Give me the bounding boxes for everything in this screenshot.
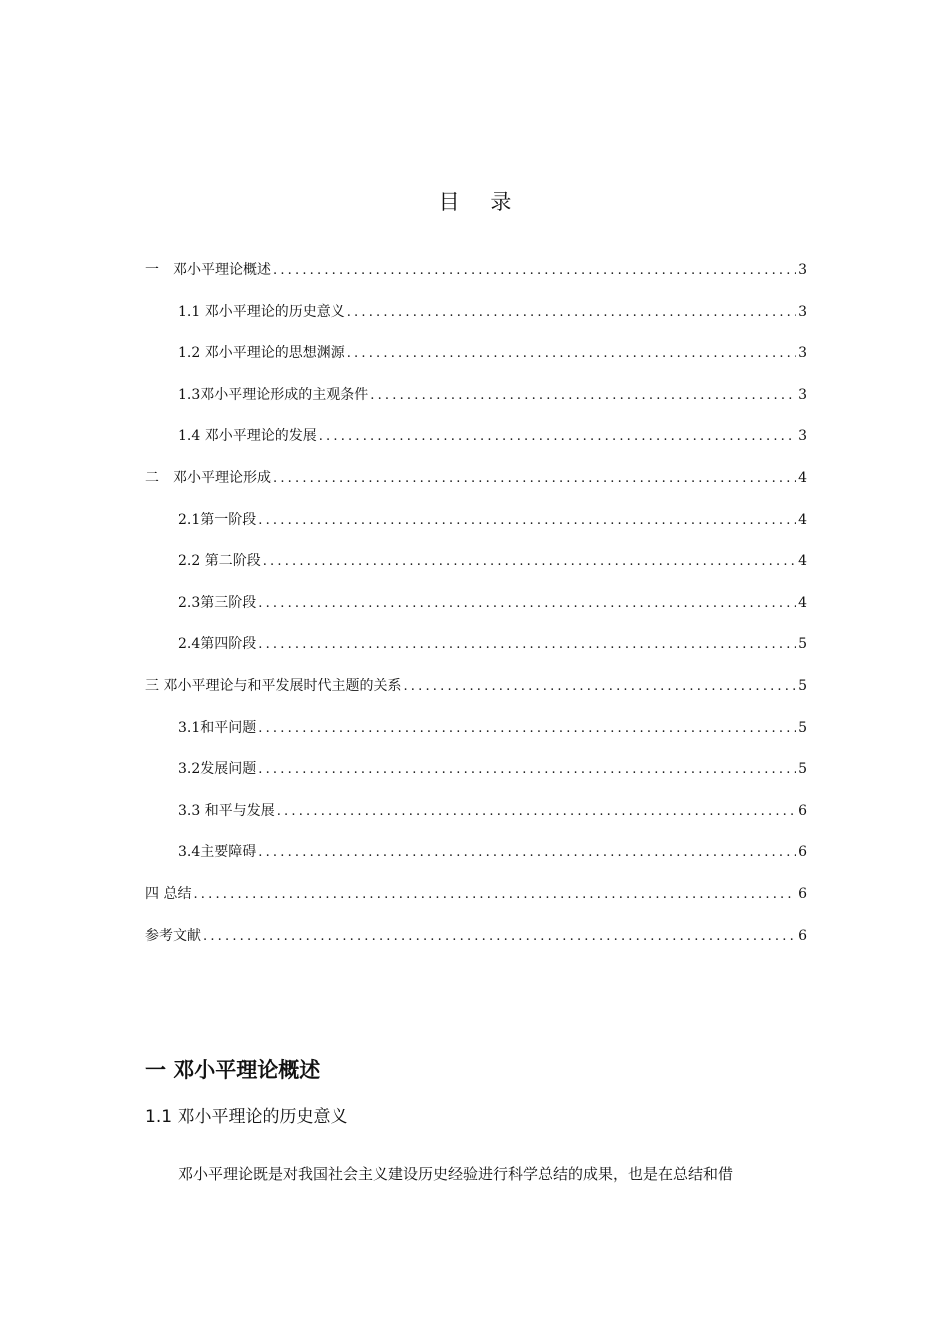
toc-leader-dots	[273, 467, 796, 491]
toc-entry-page: 4	[798, 511, 807, 528]
toc-entry[interactable]	[145, 383, 807, 425]
toc-entry-label: 2.3第三阶段	[178, 594, 257, 611]
body-paragraph: 邓小平理论既是对我国社会主义建设历史经验进行科学总结的成果，也是在总结和借	[178, 1165, 734, 1183]
toc-entry-label: 3.3 和平与发展	[178, 802, 275, 819]
toc-entry-label: 1.1 邓小平理论的历史意义	[178, 303, 345, 320]
toc-entry-label: 四 总结	[145, 885, 192, 902]
toc-entry-page: 5	[798, 636, 807, 653]
table-of-contents	[145, 258, 807, 965]
toc-leader-dots	[263, 550, 796, 574]
toc-entry[interactable]	[145, 300, 807, 342]
toc-entry-label: 二 邓小平理论形成	[145, 469, 271, 486]
toc-entry[interactable]	[145, 341, 807, 383]
toc-leader-dots	[258, 509, 796, 533]
toc-entry[interactable]	[145, 508, 807, 550]
toc-entry-page: 4	[798, 553, 807, 570]
toc-leader-dots	[370, 384, 796, 408]
toc-leader-dots	[403, 675, 796, 699]
toc-entry-page: 3	[798, 386, 807, 403]
toc-entry[interactable]	[145, 716, 807, 758]
toc-entry-label: 3.2发展问题	[178, 761, 257, 778]
toc-entry-page: 4	[798, 469, 807, 486]
toc-entry[interactable]	[145, 757, 807, 799]
toc-entry-label: 3.4主要障碍	[178, 844, 257, 861]
toc-leader-dots	[258, 717, 796, 741]
toc-entry-page: 6	[798, 927, 807, 944]
toc-entry[interactable]	[145, 674, 807, 716]
toc-entry-page: 5	[798, 677, 807, 694]
toc-entry-label: 三 邓小平理论与和平发展时代主题的关系	[145, 677, 402, 694]
toc-entry-page: 5	[798, 719, 807, 736]
toc-leader-dots	[258, 758, 796, 782]
toc-entry[interactable]	[145, 591, 807, 633]
toc-leader-dots	[277, 800, 796, 824]
toc-leader-dots	[258, 633, 796, 657]
subsection-heading: 1.1 邓小平理论的历史意义	[145, 1107, 348, 1127]
toc-leader-dots	[319, 425, 796, 449]
section-heading: 一 邓小平理论概述	[145, 1058, 321, 1082]
toc-entry-page: 3	[798, 428, 807, 445]
toc-entry[interactable]	[145, 258, 807, 300]
toc-entry-page: 3	[798, 262, 807, 278]
toc-entry-page: 6	[798, 885, 807, 902]
toc-entry[interactable]	[145, 632, 807, 674]
toc-entry-page: 3	[798, 303, 807, 320]
toc-entry-page: 3	[798, 345, 807, 362]
toc-entry-label: 3.1和平问题	[178, 719, 257, 736]
toc-entry-label: 一 邓小平理论概述	[145, 262, 271, 278]
toc-entry-label: 参考文献	[145, 927, 201, 944]
toc-entry-page: 5	[798, 761, 807, 778]
toc-entry[interactable]	[145, 549, 807, 591]
toc-entry-page: 4	[798, 594, 807, 611]
toc-entry-label: 1.3邓小平理论形成的主观条件	[178, 386, 369, 403]
toc-entry[interactable]	[145, 466, 807, 508]
toc-leader-dots	[203, 925, 796, 949]
toc-entry-label: 2.4第四阶段	[178, 636, 257, 653]
toc-entry[interactable]	[145, 424, 807, 466]
toc-leader-dots	[347, 301, 796, 325]
toc-entry-label: 1.4 邓小平理论的发展	[178, 428, 317, 445]
toc-entry-page: 6	[798, 844, 807, 861]
toc-leader-dots	[258, 841, 796, 865]
toc-entry[interactable]	[145, 924, 807, 966]
toc-entry-label: 2.2 第二阶段	[178, 553, 261, 570]
toc-entry-label: 1.2 邓小平理论的思想渊源	[178, 345, 345, 362]
toc-leader-dots	[193, 883, 796, 907]
toc-entry[interactable]	[145, 840, 807, 882]
toc-entry-label: 2.1第一阶段	[178, 511, 257, 528]
toc-entry[interactable]	[145, 799, 807, 841]
toc-entry[interactable]	[145, 882, 807, 924]
toc-leader-dots	[347, 342, 796, 366]
toc-entry-page: 6	[798, 802, 807, 819]
toc-title: 目 录	[438, 190, 524, 214]
toc-leader-dots	[258, 592, 796, 616]
toc-leader-dots	[273, 259, 796, 283]
